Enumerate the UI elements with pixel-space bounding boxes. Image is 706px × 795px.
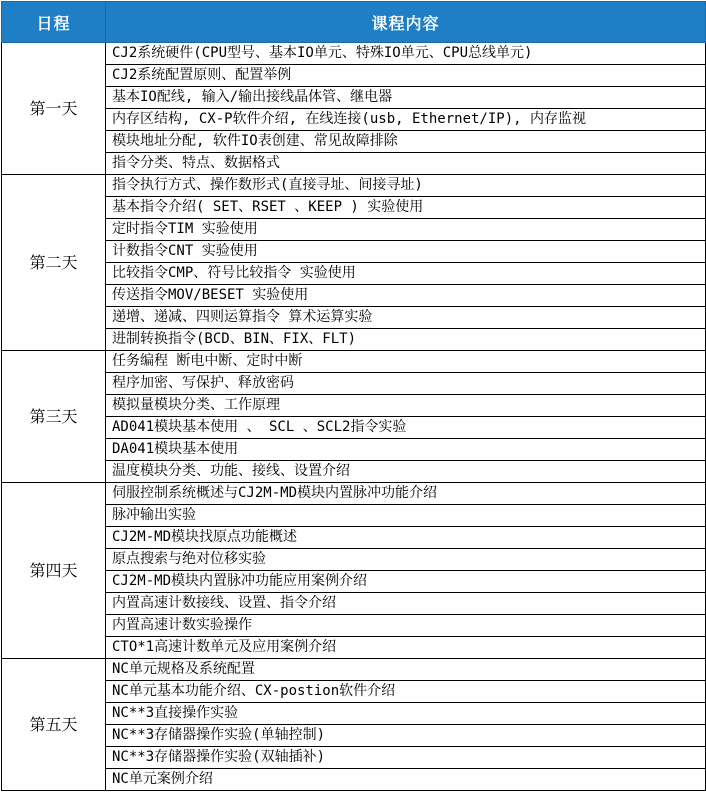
course-item: 内置高速计数接线、设置、指令介绍 [106, 593, 706, 615]
header-content: 课程内容 [106, 2, 706, 43]
course-item: 传送指令MOV/BESET 实验使用 [106, 285, 706, 307]
course-item: 温度模块分类、功能、接线、设置介绍 [106, 461, 706, 483]
table-row [2, 637, 706, 659]
course-item: AD041模块基本使用 、 SCL 、SCL2指令实验 [106, 417, 706, 439]
course-item: CJ2系统硬件(CPU型号、基本IO单元、特殊IO单元、CPU总线单元) [106, 43, 706, 65]
table-row [2, 131, 706, 153]
course-item: 递增、递减、四则运算指令 算术运算实验 [106, 307, 706, 329]
day-label: 第四天 [2, 483, 106, 659]
table-row [2, 527, 706, 549]
course-item: 伺服控制系统概述与CJ2M-MD模块内置脉冲功能介绍 [106, 483, 706, 505]
table-row [2, 439, 706, 461]
course-item: 定时指令TIM 实验使用 [106, 219, 706, 241]
table-row [2, 197, 706, 219]
table-row [2, 747, 706, 769]
table-row [2, 725, 706, 747]
header-row [2, 2, 706, 43]
course-item: NC**3存储器操作实验(单轴控制) [106, 725, 706, 747]
course-item: NC**3直接操作实验 [106, 703, 706, 725]
course-schedule-table [1, 1, 706, 791]
table-row [2, 329, 706, 351]
course-item: CJ2系统配置原则、配置举例 [106, 65, 706, 87]
course-item: 模块地址分配, 软件IO表创建、常见故障排除 [106, 131, 706, 153]
course-item: 指令分类、特点、数据格式 [106, 153, 706, 175]
day-label: 第五天 [2, 659, 106, 791]
table-row [2, 615, 706, 637]
table-row [2, 593, 706, 615]
table-row [2, 505, 706, 527]
table-row [2, 285, 706, 307]
table-row [2, 659, 706, 681]
course-item: NC单元案例介绍 [106, 769, 706, 791]
course-item: 程序加密、写保护、释放密码 [106, 373, 706, 395]
table-row [2, 109, 706, 131]
course-item: NC单元基本功能介绍、CX-postion软件介绍 [106, 681, 706, 703]
course-item: CJ2M-MD模块找原点功能概述 [106, 527, 706, 549]
table-row [2, 395, 706, 417]
table-row [2, 483, 706, 505]
course-item: 脉冲输出实验 [106, 505, 706, 527]
day-label: 第一天 [2, 43, 106, 175]
table-row [2, 417, 706, 439]
table-row [2, 65, 706, 87]
course-item: NC**3存储器操作实验(双轴插补) [106, 747, 706, 769]
course-item: 内存区结构, CX-P软件介绍, 在线连接(usb, Ethernet/IP), 内存监视 [106, 109, 706, 131]
day-label: 第二天 [2, 175, 106, 351]
table-row [2, 373, 706, 395]
course-item: CTO*1高速计数单元及应用案例介绍 [106, 637, 706, 659]
schedule-body [2, 43, 706, 791]
course-item: 比较指令CMP、符号比较指令 实验使用 [106, 263, 706, 285]
course-item: CJ2M-MD模块内置脉冲功能应用案例介绍 [106, 571, 706, 593]
table-row [2, 175, 706, 197]
table-row [2, 703, 706, 725]
course-item: 基本IO配线, 输入/输出接线晶体管、继电器 [106, 87, 706, 109]
day-label: 第三天 [2, 351, 106, 483]
table-row [2, 681, 706, 703]
course-item: 指令执行方式、操作数形式(直接寻址、间接寻址) [106, 175, 706, 197]
table-row [2, 351, 706, 373]
course-item: 任务编程 断电中断、定时中断 [106, 351, 706, 373]
table-row [2, 153, 706, 175]
table-row [2, 549, 706, 571]
course-item: 内置高速计数实验操作 [106, 615, 706, 637]
course-item: 基本指令介绍( SET、RSET 、KEEP ) 实验使用 [106, 197, 706, 219]
table-row [2, 571, 706, 593]
table-row [2, 769, 706, 791]
course-item: 模拟量模块分类、工作原理 [106, 395, 706, 417]
table-row [2, 241, 706, 263]
header-day: 日程 [2, 2, 106, 43]
course-item: 进制转换指令(BCD、BIN、FIX、FLT) [106, 329, 706, 351]
table-row [2, 219, 706, 241]
table-row [2, 263, 706, 285]
course-item: 计数指令CNT 实验使用 [106, 241, 706, 263]
table-row [2, 87, 706, 109]
course-item: NC单元规格及系统配置 [106, 659, 706, 681]
table-row [2, 461, 706, 483]
table-row [2, 307, 706, 329]
course-item: DA041模块基本使用 [106, 439, 706, 461]
table-row [2, 43, 706, 65]
course-item: 原点搜索与绝对位移实验 [106, 549, 706, 571]
